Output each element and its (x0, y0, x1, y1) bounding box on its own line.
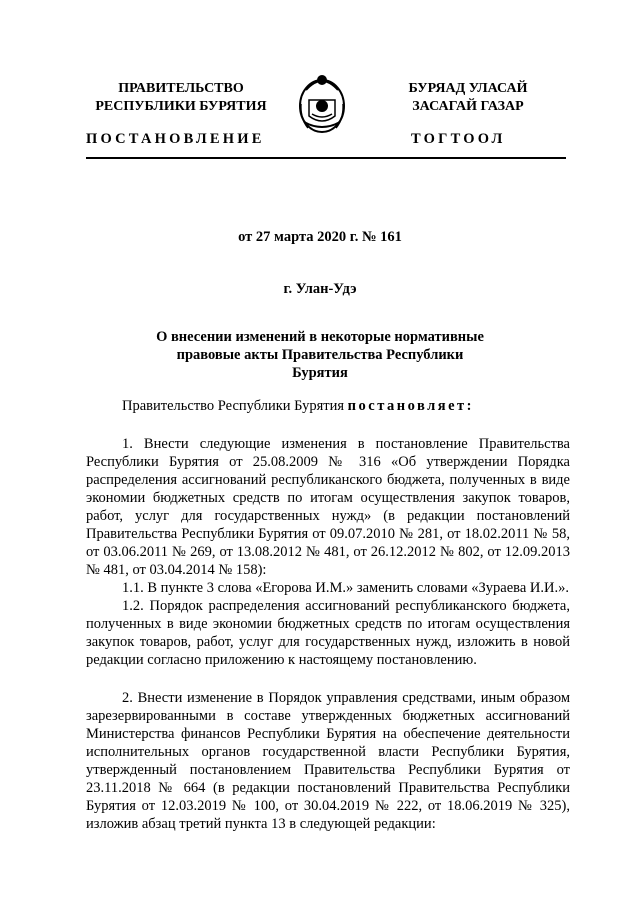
government-header-buryat (388, 80, 548, 116)
decree-label-russian: ПОСТАНОВЛЕНИЕ (86, 131, 265, 147)
document-title (150, 328, 490, 382)
intro-paragraph (86, 397, 570, 415)
title-line1: О внесении изменений в некоторые нормативные (156, 329, 484, 345)
document-body (86, 397, 570, 833)
city-line: г. Улан-Удэ (283, 281, 357, 297)
coat-of-arms-icon (296, 70, 348, 136)
paragraph-1-2: 1.2. Порядок распределения ассигнований республиканского бюджета, полученных в виде экономии бюджетных средств по итогам осуществления закупок товаров, работ, услуг для государственных нужд, изложить в новой редакции согласно приложению к настоящему постановлению. (86, 598, 570, 668)
intro-resolve-word: постановляет: (347, 398, 475, 414)
title-line2: правовые акты Правительства Республики Бурятия (176, 347, 464, 381)
header-right-line1: БУРЯАД УЛАСАЙ (408, 81, 528, 96)
government-header-russian (86, 80, 276, 116)
date-number-line: от 27 марта 2020 г. № 161 (238, 229, 402, 245)
header-left-line1: ПРАВИТЕЛЬСТВО (118, 81, 244, 96)
paragraph-2: 2. Внести изменение в Порядок управления средствами, иным образом зарезервированными в составе утвержденных бюджетных ассигнований Министерства финансов Республики Бурятия на обеспечение деятельности исполнительных органов государственной власти Республики Бурятия, утвержденный постановлением Правительства Республики Бурятия от 23.11.2018 № 664 (в редакции постановлений Правительства Республики Бурятия от 12.03.2019 № 100, от 30.04.2019 № 222, от 18.06.2019 № 325), изложив абзац третий пункта 13 в следующей редакции: (86, 690, 570, 832)
header-right-line2: ЗАСАГАЙ ГАЗАР (412, 99, 524, 114)
header-divider (86, 157, 566, 159)
paragraph-1: 1. Внести следующие изменения в постановление Правительства Республики Бурятия от 25.08.2009 № 316 «Об утверждении Порядка распределения ассигнований республиканского бюджета, полученных в виде экономии бюджетных средств по итогам осуществления закупок товаров, работ, услуг для государственных нужд» (в редакции постановлений Правительства Республики Бурятия от 09.07.2010 № 281, от 18.02.2011 № 58, от 03.06.2011 № 269, от 13.08.2012 № 481, от 26.12.2012 № 802, от 12.09.2013 № 481, от 03.04.2014 № 158): (86, 436, 570, 578)
decree-label-buryat: ТОГТООЛ (411, 131, 506, 147)
intro-text: Правительство Республики Бурятия (122, 398, 348, 414)
header-left-line2: РЕСПУБЛИКИ БУРЯТИЯ (95, 99, 267, 114)
paragraph-1-1: 1.1. В пункте 3 слова «Егорова И.М.» заменить словами «Зураева И.И.». (122, 580, 569, 596)
